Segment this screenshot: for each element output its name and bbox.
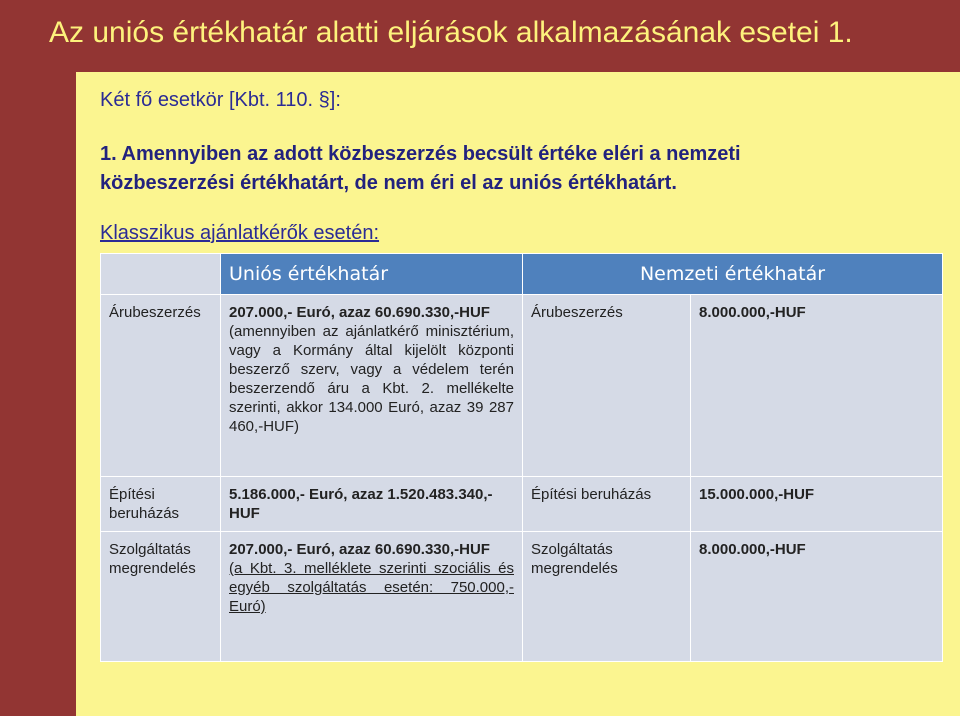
slide-title: Az uniós értékhatár alatti eljárások alkalmazásának esetei 1. (49, 16, 853, 49)
point-1-line-2: közbeszerzési értékhatárt, de nem éri el az uniós értékhatárt. (100, 172, 677, 194)
row-type: Építési beruházás (101, 477, 221, 532)
point-1 (100, 140, 741, 198)
eu-value: 207.000,- Euró, azaz 60.690.330,-HUF (229, 541, 490, 558)
row-type-national: Építési beruházás (523, 477, 691, 532)
table-row (101, 532, 943, 662)
national-value: 8.000.000,-HUF (691, 532, 943, 662)
table-header-row (101, 254, 943, 295)
eu-value-cell (221, 532, 523, 662)
national-value: 8.000.000,-HUF (691, 295, 943, 477)
eu-value: 207.000,- Euró, azaz 60.690.330,-HUF (229, 304, 490, 321)
row-type: Szolgáltatás megrendelés (101, 532, 221, 662)
table-row (101, 477, 943, 532)
table-row (101, 295, 943, 477)
header-national-threshold: Nemzeti értékhatár (523, 254, 943, 295)
subheading: Két fő esetkör [Kbt. 110. §]: (100, 89, 341, 111)
row-type-national: Árubeszerzés (523, 295, 691, 477)
row-type-national: Szolgáltatás megrendelés (523, 532, 691, 662)
eu-note: (a Kbt. 3. melléklete szerinti szociális és egyéb szolgáltatás esetén: 750.000,- Euró) (229, 560, 514, 615)
eu-note: (amennyiben az ajánlatkérő minisztérium, vagy a Kormány által kijelölt központi beszerző szerv, vagy a védelem terén beszerzendő áru a Kbt. 2. mellékelte szerinti, akkor 134.000 Euró, azaz 39 287 460,-HUF) (229, 323, 514, 435)
row-type: Árubeszerzés (101, 295, 221, 477)
left-accent-bar (0, 72, 76, 716)
eu-value: 5.186.000,- Euró, azaz 1.520.483.340,-HUF (221, 477, 523, 532)
eu-value-cell (221, 295, 523, 477)
point-1-line-1: 1. Amennyiben az adott közbeszerzés becsült értéke eléri a nemzeti (100, 143, 741, 165)
klasszikus-heading: Klasszikus ajánlatkérők esetén: (100, 222, 380, 244)
threshold-table (100, 253, 943, 662)
header-empty-cell (101, 254, 221, 295)
national-value: 15.000.000,-HUF (691, 477, 943, 532)
header-eu-threshold: Uniós értékhatár (221, 254, 523, 295)
